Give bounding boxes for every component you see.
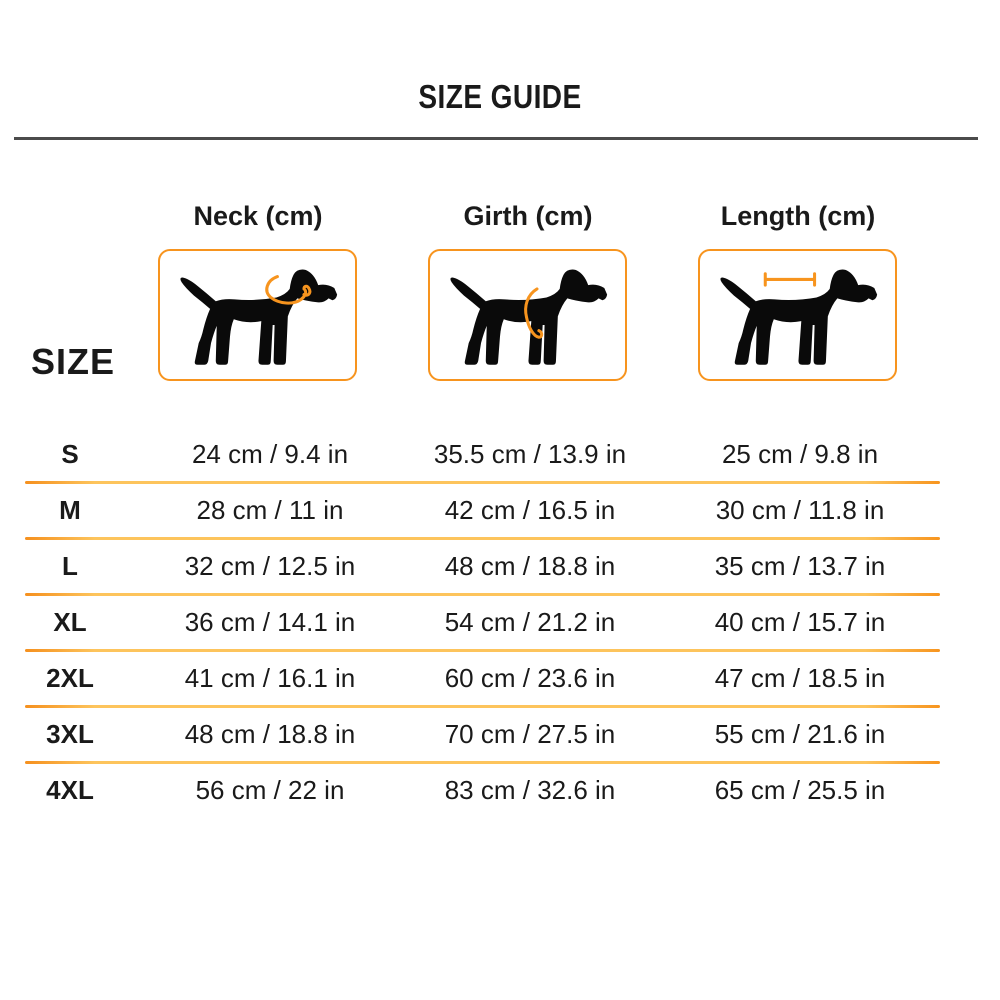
size-cell: S bbox=[61, 439, 79, 469]
girth-cell: 83 cm / 32.6 in bbox=[444, 775, 616, 805]
neck-cell: 28 cm / 11 in bbox=[196, 495, 344, 525]
dog-length-measure-icon bbox=[700, 251, 895, 379]
column-header-length: Length (cm) bbox=[720, 201, 876, 231]
title-divider-rule bbox=[14, 137, 978, 140]
dog-girth-measure-icon bbox=[430, 251, 625, 379]
table-row-4xl bbox=[0, 764, 1000, 817]
neck-cell: 56 cm / 22 in bbox=[195, 775, 345, 805]
length-cell: 65 cm / 25.5 in bbox=[714, 775, 886, 805]
neck-cell: 41 cm / 16.1 in bbox=[184, 663, 356, 693]
column-header-girth: Girth (cm) bbox=[463, 201, 593, 231]
table-row-3xl bbox=[0, 708, 1000, 761]
table-row-l bbox=[0, 540, 1000, 593]
dog-neck-measure-icon bbox=[160, 251, 355, 379]
table-row-m bbox=[0, 484, 1000, 537]
neck-measure-illustration bbox=[158, 249, 357, 381]
neck-cell: 48 cm / 18.8 in bbox=[184, 719, 356, 749]
neck-cell: 24 cm / 9.4 in bbox=[191, 439, 349, 469]
size-column-heading: SIZE bbox=[31, 341, 116, 382]
size-table bbox=[0, 428, 1000, 817]
size-cell: 3XL bbox=[46, 719, 94, 749]
length-cell: 40 cm / 15.7 in bbox=[714, 607, 886, 637]
girth-measure-illustration bbox=[428, 249, 627, 381]
length-cell: 35 cm / 13.7 in bbox=[714, 551, 886, 581]
size-cell: L bbox=[62, 551, 78, 581]
page-title-text: SIZE GUIDE bbox=[418, 78, 582, 115]
length-cell: 55 cm / 21.6 in bbox=[714, 719, 886, 749]
neck-cell: 36 cm / 14.1 in bbox=[184, 607, 356, 637]
length-cell: 30 cm / 11.8 in bbox=[715, 495, 885, 525]
girth-cell: 70 cm / 27.5 in bbox=[444, 719, 616, 749]
size-cell: 4XL bbox=[46, 775, 94, 805]
page-title bbox=[0, 80, 1000, 113]
length-measure-illustration bbox=[698, 249, 897, 381]
table-row-s bbox=[0, 428, 1000, 481]
girth-cell: 42 cm / 16.5 in bbox=[444, 495, 616, 525]
column-header-neck: Neck (cm) bbox=[193, 201, 323, 231]
neck-cell: 32 cm / 12.5 in bbox=[184, 551, 356, 581]
size-cell: XL bbox=[53, 607, 87, 637]
table-row-xl bbox=[0, 596, 1000, 649]
girth-cell: 54 cm / 21.2 in bbox=[444, 607, 616, 637]
girth-cell: 48 cm / 18.8 in bbox=[444, 551, 616, 581]
length-cell: 25 cm / 9.8 in bbox=[721, 439, 879, 469]
table-row-2xl bbox=[0, 652, 1000, 705]
girth-cell: 35.5 cm / 13.9 in bbox=[433, 439, 627, 469]
length-cell: 47 cm / 18.5 in bbox=[714, 663, 886, 693]
girth-cell: 60 cm / 23.6 in bbox=[444, 663, 616, 693]
size-cell: 2XL bbox=[46, 663, 94, 693]
size-cell: M bbox=[59, 495, 81, 525]
